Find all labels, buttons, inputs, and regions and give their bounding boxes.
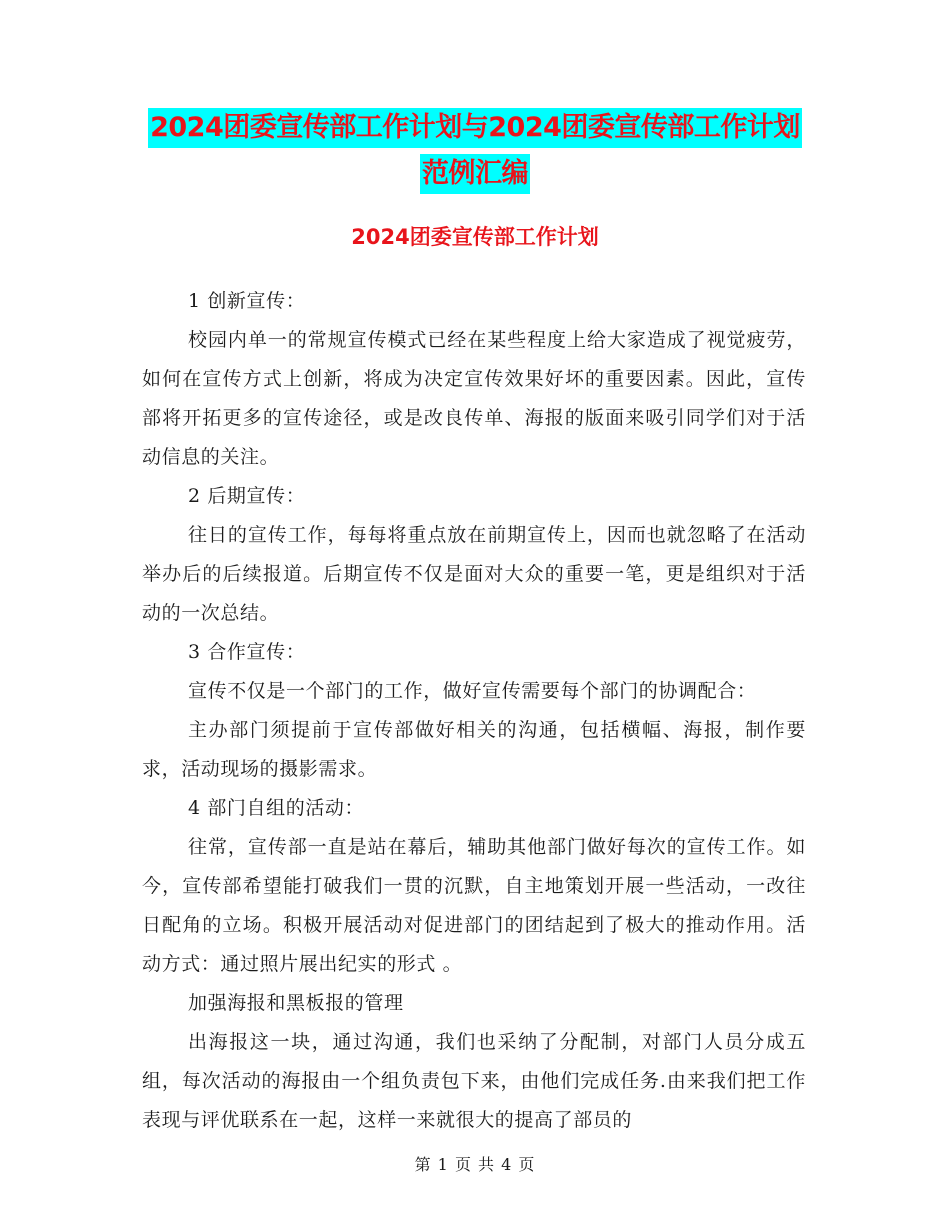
paragraph: 校园内单一的常规宣传模式已经在某些程度上给大家造成了视觉疲劳，如何在宣传方式上创新，将成为决定宣传效果好坏的重要因素。因此，宣传部将开拓更多的宣传途径，或是改良传单、海报的版面来吸引同学们对于活动信息的关注。 — [142, 329, 806, 468]
paragraph-heading-2: 2 后期宣传： — [188, 485, 306, 507]
title-line-1: 2024团委宣传部工作计划与2024团委宣传部工作计划 — [148, 108, 802, 148]
paragraph: 宣传不仅是一个部门的工作，做好宣传需要每个部门的协调配合： — [188, 680, 757, 702]
paragraph: 往日的宣传工作，每每将重点放在前期宣传上，因而也就忽略了在活动举办后的后续报道。后期宣传不仅是面对大众的重要一笔，更是组织对于活动的一次总结。 — [142, 524, 806, 624]
title-line-2: 范例汇编 — [420, 154, 530, 194]
paragraph-heading-3: 3 合作宣传： — [188, 641, 306, 663]
document-title — [140, 108, 810, 194]
page-footer: 第 1 页 共 4 页 — [414, 1155, 536, 1174]
document-body — [142, 282, 806, 1140]
paragraph: 主办部门须提前于宣传部做好相关的沟通，包括横幅、海报，制作要求，活动现场的摄影需求。 — [142, 719, 806, 780]
paragraph-heading-4: 4 部门自组的活动： — [188, 797, 365, 819]
paragraph: 出海报这一块，通过沟通，我们也采纳了分配制，对部门人员分成五组，每次活动的海报由一个组负责包下来，由他们完成任务.由来我们把工作表现与评优联系在一起，这样一来就很大的提高了部员的 — [142, 1031, 806, 1131]
section-heading: 2024团委宣传部工作计划 — [351, 225, 599, 249]
paragraph-heading-1: 1 创新宣传： — [188, 290, 306, 312]
paragraph-heading-5: 加强海报和黑板报的管理 — [188, 992, 404, 1014]
paragraph: 往常，宣传部一直是站在幕后，辅助其他部门做好每次的宣传工作。如今，宣传部希望能打破我们一贯的沉默，自主地策划开展一些活动，一改往日配角的立场。积极开展活动对促进部门的团结起到了极大的推动作用。活动方式：通过照片展出纪实的形式 。 — [142, 836, 806, 975]
